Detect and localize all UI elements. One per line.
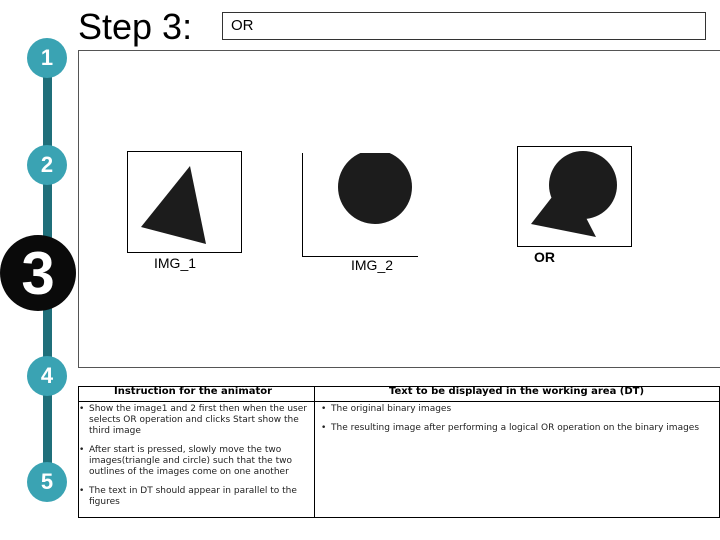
result-image-label: OR [534, 249, 555, 265]
list-item: • After start is pressed, slowly move the two images(triangle and circle) such that the two outlines of the images come on one another [79, 445, 292, 477]
image-2-panel [302, 153, 418, 257]
step-5-indicator[interactable]: 5 [27, 462, 67, 502]
animator-instructions [79, 404, 311, 516]
step-title: Step 3: [78, 6, 193, 47]
step-1-indicator[interactable]: 1 [27, 38, 67, 78]
table-column-divider [314, 386, 315, 518]
list-item: • The original binary images [321, 404, 452, 414]
step-2-indicator[interactable]: 2 [27, 145, 67, 185]
union-shape [518, 147, 631, 246]
step-4-indicator[interactable]: 4 [27, 356, 67, 396]
list-item: • The text in DT should appear in parallel to the figures [79, 486, 297, 507]
list-item: • The resulting image after performing a logical OR operation on the binary images [321, 423, 700, 433]
image-1-panel [127, 151, 242, 253]
table-header-divider [78, 401, 720, 402]
dt-texts [321, 404, 715, 442]
table-header-dt: Text to be displayed in the working area (DT) [389, 386, 645, 397]
list-item: • Show the image1 and 2 first then when the user selects OR operation and clicks Start show the third image [79, 404, 307, 436]
table-header-animator: Instruction for the animator [114, 386, 273, 397]
operation-field[interactable] [222, 12, 706, 40]
triangle-shape [128, 152, 241, 252]
step-3-indicator-active[interactable]: 3 [0, 235, 76, 311]
image-1-label: IMG_1 [154, 255, 197, 271]
operation-value: OR [231, 17, 254, 34]
image-2-label: IMG_2 [351, 257, 394, 273]
circle-shape [303, 153, 418, 255]
result-image-panel [517, 146, 632, 247]
